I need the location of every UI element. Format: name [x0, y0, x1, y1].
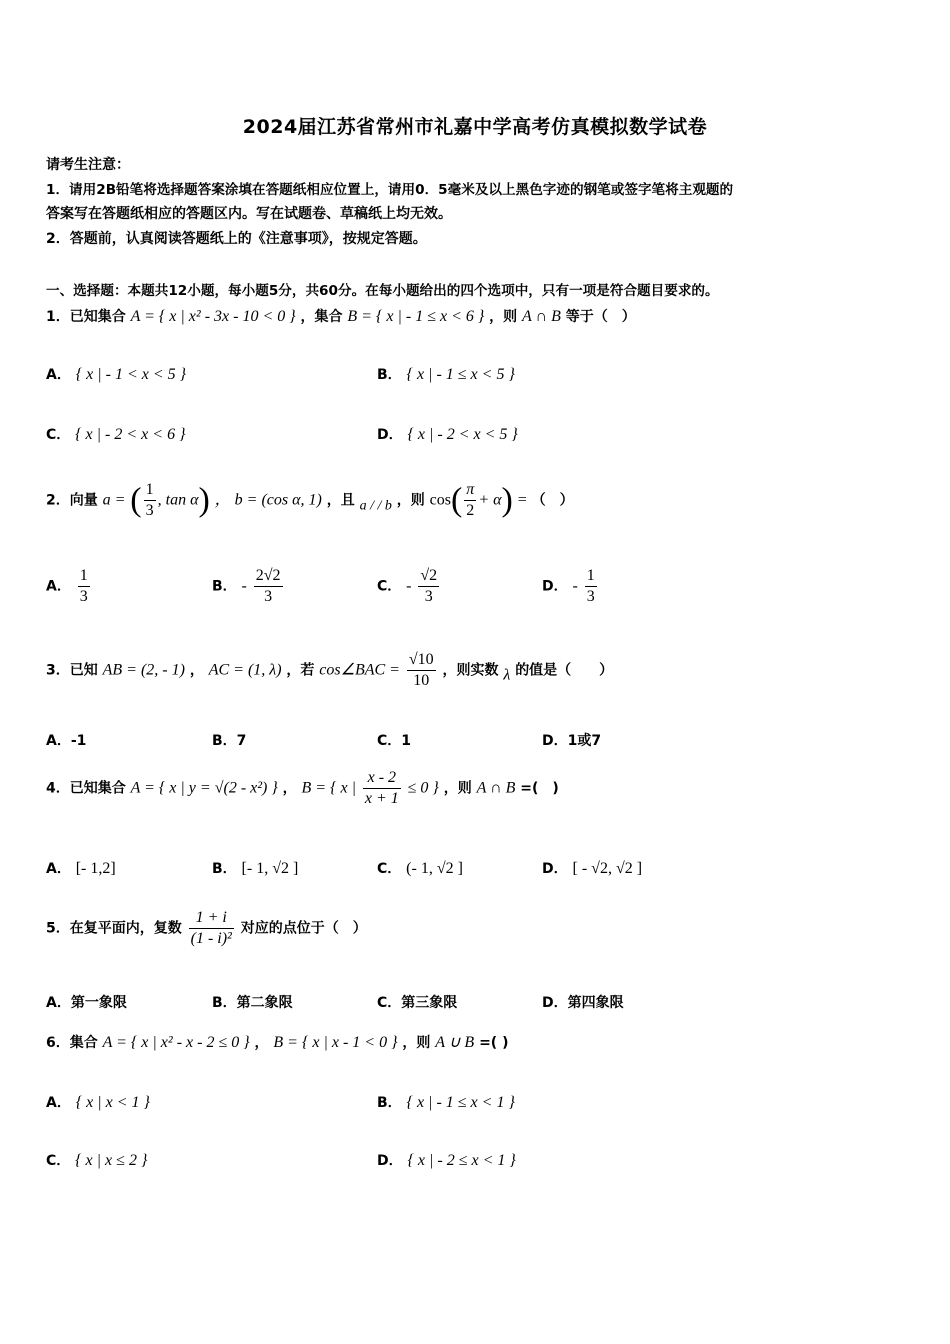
q2-vec-a: a = [102, 491, 126, 509]
option-label: B． [212, 861, 237, 877]
q3-ac: AC = (1, λ) [208, 661, 282, 679]
q3-cos: cos∠BAC = [319, 661, 400, 679]
option-label: C． [377, 861, 402, 877]
q4-then: ，则 [443, 780, 472, 797]
q2-frac: $\frac{1}{3}$ [145, 481, 154, 519]
q2-vec-b: ， b = (cos α, 1) [214, 491, 322, 509]
option-text: 7 [236, 733, 247, 749]
option-label: D． [542, 733, 568, 749]
q1-option-b[interactable] [377, 364, 515, 384]
q3-suffix: ，则实数 [442, 662, 499, 679]
q4-set-a: A = { x | y = √(2 - x²) } [130, 779, 278, 797]
option-label: D． [542, 861, 568, 877]
q3-prefix: 3．已知 [46, 662, 98, 679]
q3-option-c[interactable] [377, 730, 411, 750]
option-sign: - [406, 577, 412, 595]
q3-frac: $\frac{√10}{10}$ [408, 651, 434, 689]
question-4 [46, 768, 559, 809]
q6-tail: =( ) [479, 1035, 509, 1051]
q2-tail: （ ） [531, 492, 574, 509]
q5-option-d[interactable] [542, 992, 624, 1012]
option-label: A． [46, 995, 71, 1011]
q5-prefix: 5．在复平面内，复数 [46, 920, 182, 937]
option-text: [- 1, √2 ] [241, 860, 299, 877]
option-label: A． [46, 733, 71, 749]
q2-eq: = [517, 491, 527, 509]
option-text: 第二象限 [236, 995, 293, 1011]
right-paren: ) [198, 481, 210, 519]
q4-set-b-post: ≤ 0 } [407, 779, 439, 797]
option-text: -1 [70, 733, 87, 749]
notice-item-1: 1．请用2B铅笔将选择题答案涂填在答题纸相应位置上，请用0．5毫米及以上黑色字迹的钢笔或签字笔将主观题的 [46, 182, 734, 198]
q4-tail: =( ) [520, 780, 559, 797]
q1-set-b: B = { x | - 1 ≤ x < 6 } [347, 308, 485, 325]
option-frac: $\frac{2√2}{3}$ [255, 567, 281, 605]
q1-suffix: ，则 [489, 309, 518, 325]
option-label: A． [46, 367, 71, 383]
q3-if: ，若 [286, 662, 315, 679]
q2-option-c[interactable] [377, 566, 441, 607]
q4-sep: ， [282, 780, 297, 797]
option-label: D． [377, 1153, 403, 1169]
q1-expr: A ∩ B [522, 308, 561, 325]
q2-plus-alpha: + α [478, 491, 502, 509]
q6-set-b: B = { x | x - 1 < 0 } [273, 1034, 398, 1051]
option-label: D． [542, 995, 568, 1011]
q1-option-d[interactable] [377, 424, 518, 444]
option-label: C． [377, 733, 402, 749]
option-frac: $\frac{1}{3}$ [79, 567, 88, 605]
option-label: A． [46, 1095, 71, 1111]
q2-cos: cos [429, 491, 451, 509]
q3-lambda: λ [503, 666, 511, 684]
option-text: { x | - 2 < x < 6 } [75, 426, 186, 443]
question-5 [46, 908, 367, 949]
left-paren: ( [450, 481, 463, 519]
q2-option-d[interactable] [542, 566, 599, 607]
q3-tail: 的值是（ ） [515, 662, 614, 679]
q2-cond: a / / b [359, 498, 392, 514]
q4-option-c[interactable] [377, 858, 463, 878]
option-text: 1 [401, 733, 412, 749]
option-sign: - [572, 577, 578, 595]
q3-option-d[interactable] [542, 730, 601, 750]
q4-prefix: 4．已知集合 [46, 780, 126, 797]
section-heading: 一、选择题：本题共12小题，每小题5分，共60分。在每小题给出的四个选项中，只有一项是符合题目要求的。 [46, 283, 719, 299]
q2-option-b[interactable] [212, 566, 285, 607]
q6-sep: ， [254, 1035, 269, 1051]
option-text: [ - √2, √2 ] [572, 860, 643, 877]
option-text: (- 1, √2 ] [406, 860, 463, 877]
option-label: B． [212, 733, 237, 749]
q6-option-a[interactable] [46, 1092, 150, 1112]
q1-tail: 等于（ ） [565, 309, 636, 325]
q2-prefix: 2．向量 [46, 492, 98, 509]
q2-then: ，则 [396, 492, 425, 509]
option-label: A． [46, 861, 71, 877]
q3-sep: ， [189, 662, 204, 679]
option-frac: $\frac{√2}{3}$ [420, 567, 438, 605]
option-label: D． [542, 578, 568, 595]
option-label: B． [212, 578, 237, 595]
option-text: { x | - 2 < x < 5 } [407, 426, 518, 443]
q1-option-a[interactable] [46, 364, 186, 384]
option-label: D． [377, 427, 403, 443]
option-label: B． [377, 1095, 402, 1111]
option-label: C． [46, 1153, 71, 1169]
option-label: C． [377, 995, 402, 1011]
question-2 [46, 480, 574, 521]
q2-tan: , tan α [157, 491, 199, 509]
q4-set-b-pre: B = { x | [301, 779, 356, 797]
q6-prefix: 6．集合 [46, 1035, 98, 1051]
q6-option-b[interactable] [377, 1092, 515, 1112]
option-frac: $\frac{1}{3}$ [586, 567, 595, 605]
q4-option-b[interactable] [212, 858, 298, 878]
q5-option-b[interactable] [212, 992, 293, 1012]
right-paren: ) [501, 481, 513, 519]
q6-option-d[interactable] [377, 1150, 516, 1170]
notice-item-1-cont: 答案写在答题纸相应的答题区内。写在试题卷、草稿纸上均无效。 [46, 206, 452, 222]
q5-frac: $\frac{1 + i}{\text{(1 - i)²}}$ [190, 909, 232, 947]
q4-expr: A ∩ B [476, 779, 516, 797]
option-text: { x | - 1 ≤ x < 5 } [406, 366, 515, 383]
left-paren: ( [130, 481, 142, 519]
option-text: { x | x < 1 } [75, 1094, 150, 1111]
option-label: C． [377, 578, 402, 595]
option-text: 第三象限 [401, 995, 458, 1011]
option-text: 1或7 [567, 733, 602, 749]
option-label: B． [377, 367, 402, 383]
q4-option-d[interactable] [542, 858, 642, 878]
q6-then: ，则 [402, 1035, 431, 1051]
q1-prefix: 1．已知集合 [46, 309, 126, 325]
option-text: { x | - 1 ≤ x < 1 } [406, 1094, 515, 1111]
q6-option-c[interactable] [46, 1150, 147, 1170]
option-text: { x | - 1 < x < 5 } [75, 366, 187, 383]
q1-mid: ，集合 [300, 309, 343, 325]
notice-heading: 请考生注意： [46, 157, 130, 173]
q4-frac: $\frac{x - 2}{x + 1}$ [364, 769, 399, 807]
q5-option-c[interactable] [377, 992, 457, 1012]
q3-option-b[interactable] [212, 730, 246, 750]
question-6 [46, 1032, 508, 1052]
option-text: 第一象限 [70, 995, 127, 1011]
q5-option-a[interactable] [46, 992, 127, 1012]
option-label: C． [46, 427, 71, 443]
page-title: 2024届江苏省常州市礼嘉中学高考仿真模拟数学试卷 [242, 116, 708, 138]
q3-ab: AB = (2, - 1) [102, 661, 185, 679]
option-text: { x | - 2 ≤ x < 1 } [407, 1152, 516, 1169]
q4-option-a[interactable] [46, 858, 116, 878]
option-text: [- 1,2] [75, 860, 116, 877]
question-3 [46, 650, 613, 691]
q6-expr: A ∪ B [435, 1034, 475, 1051]
q5-tail: 对应的点位于（ ） [240, 920, 367, 937]
option-text: { x | x ≤ 2 } [75, 1152, 148, 1169]
q1-option-c[interactable] [46, 424, 185, 444]
q2-cond-pre: ，且 [326, 492, 355, 509]
question-1 [46, 306, 636, 326]
q2-pi-frac: $\frac{\pi}{2}$ [466, 481, 475, 519]
q3-option-a[interactable] [46, 730, 86, 750]
option-label: A． [46, 578, 71, 595]
q1-set-a: A = { x | x² - 3x - 10 < 0 } [130, 308, 296, 325]
option-text: 第四象限 [567, 995, 624, 1011]
q2-option-a[interactable] [46, 566, 92, 607]
q6-set-a: A = { x | x² - x - 2 ≤ 0 } [102, 1034, 250, 1051]
option-label: B． [212, 995, 237, 1011]
notice-item-2: 2．答题前，认真阅读答题纸上的《注意事项》，按规定答题。 [46, 231, 427, 247]
option-sign: - [241, 577, 247, 595]
